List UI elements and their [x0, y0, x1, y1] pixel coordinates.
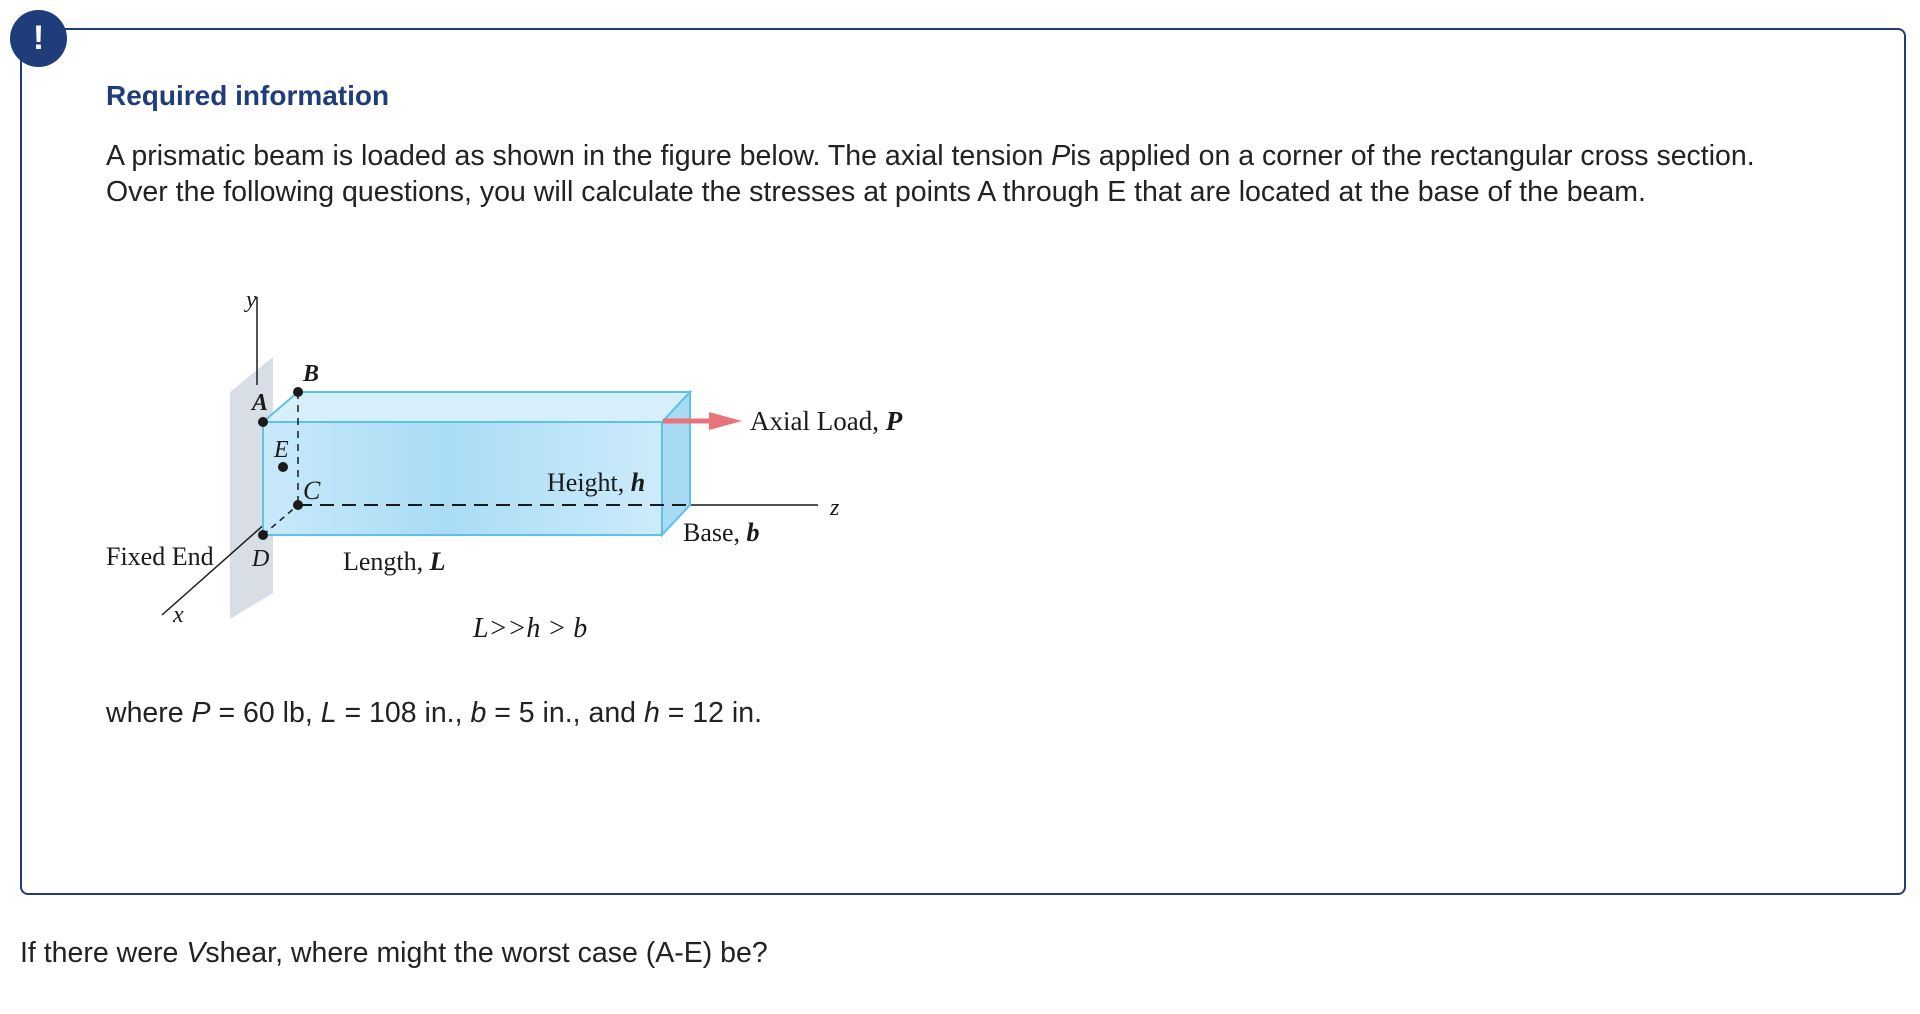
point-a-dot [258, 417, 268, 427]
point-a-label: A [252, 390, 269, 416]
intro-text-2: is applied on a corner of the rectangular cross section. Over the following questions, you will calculate the stresses at points A through E that are located at the base of the beam. [106, 140, 1755, 208]
height-label: Height, h [547, 468, 646, 497]
point-c-dot [293, 500, 303, 510]
given-values [106, 697, 762, 730]
beam-figure [100, 285, 930, 660]
beam-top-face [263, 392, 690, 422]
dimension-relation-label: L>>h > b [473, 613, 588, 644]
axis-x-label: x [173, 602, 184, 628]
given-h-var: h [643, 697, 660, 729]
point-e-dot [278, 462, 288, 472]
point-e-label: E [274, 437, 289, 463]
given-prefix: where [106, 697, 192, 729]
point-d-dot [258, 530, 268, 540]
point-c-label: C [303, 476, 321, 505]
point-b-dot [293, 387, 303, 397]
point-b-label: B [303, 361, 320, 387]
required-info-heading: Required information [106, 80, 390, 111]
alert-icon: ! [10, 10, 67, 67]
question-text-1: If there were [20, 937, 187, 969]
given-b-value: = 5 in., and [486, 697, 644, 729]
given-p-var: P [191, 697, 211, 729]
question-text [20, 937, 768, 970]
axis-z-label: z [830, 495, 840, 521]
axial-load-label: Axial Load, P [750, 406, 903, 436]
problem-description [106, 138, 1806, 210]
question-var-v: V [186, 937, 206, 969]
point-d-label: D [252, 546, 270, 572]
length-label: Length, L [343, 547, 446, 576]
given-b-var: b [470, 697, 487, 729]
given-p-value: = 60 lb, [210, 697, 321, 729]
axis-y-label: y [246, 287, 257, 313]
given-h-value: = 12 in. [659, 697, 763, 729]
question-text-2: shear, where might the worst case (A-E) be? [205, 937, 768, 969]
given-l-var: L [320, 697, 337, 729]
axial-load-arrow-head [709, 412, 742, 430]
given-l-value: = 108 in., [336, 697, 471, 729]
base-label: Base, b [683, 518, 760, 547]
intro-var-p: P [1051, 140, 1071, 172]
intro-text-1: A prismatic beam is loaded as shown in the figure below. The axial tension [106, 140, 1052, 172]
fixed-end-label: Fixed End [106, 542, 214, 571]
